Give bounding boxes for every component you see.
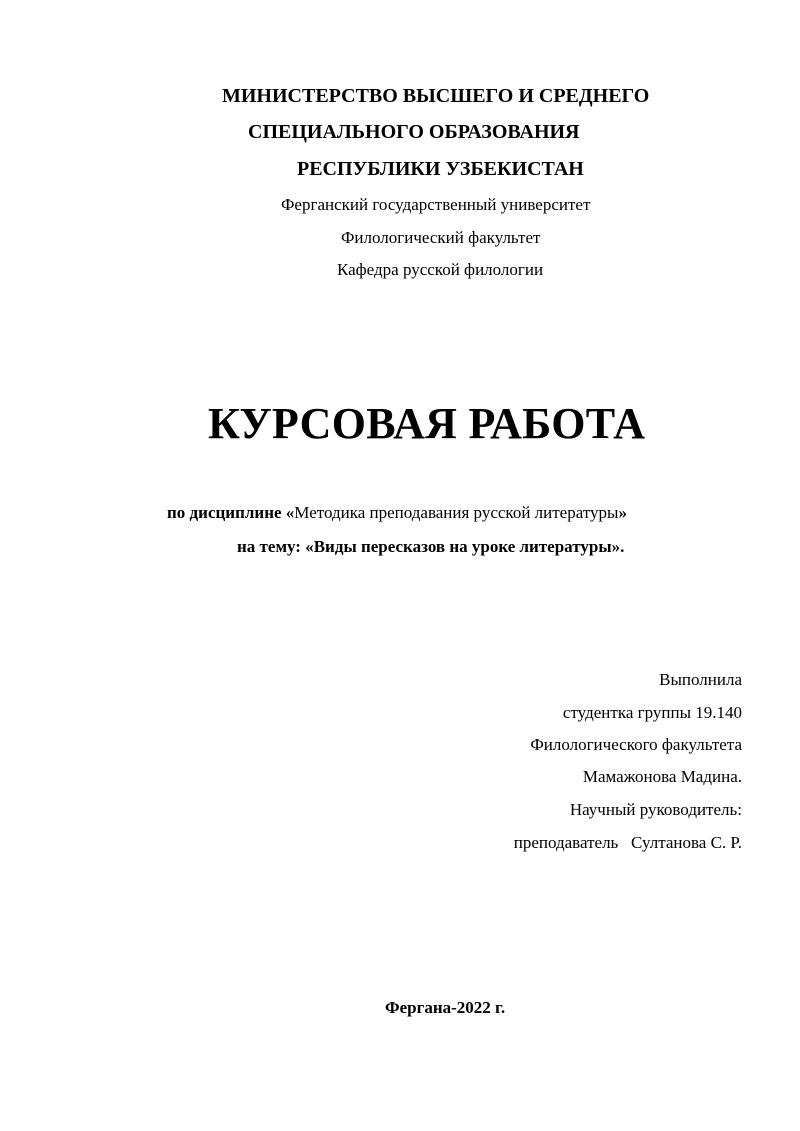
department-name: Кафедра русской филологии	[337, 260, 544, 279]
student-group: студентка группы 19.140	[562, 703, 742, 722]
supervisor-label: Научный руководитель:	[569, 800, 742, 819]
student-faculty: Филологического факультета	[530, 735, 742, 754]
faculty-name: Филологический факультет	[341, 228, 541, 247]
discipline-line	[167, 504, 627, 521]
discipline-close-quote: »	[618, 503, 627, 522]
ministry-line-3: РЕСПУБЛИКИ УЗБЕКИСТАН	[297, 158, 584, 180]
supervisor-name: преподаватель Султанова С. Р.	[513, 833, 742, 852]
document-title: КУРСОВАЯ РАБОТА	[208, 399, 646, 448]
performed-by-label: Выполнила	[659, 670, 742, 689]
city-year: Фергана-2022 г.	[385, 998, 506, 1017]
student-name: Мамажонова Мадина.	[582, 767, 742, 786]
ministry-line-1: МИНИСТЕРСТВО ВЫСШЕГО И СРЕДНЕГО	[222, 85, 650, 107]
university-name: Ферганский государственный университет	[281, 195, 591, 214]
discipline-label: по дисциплине «	[167, 503, 295, 522]
ministry-line-2: СПЕЦИАЛЬНОГО ОБРАЗОВАНИЯ	[248, 121, 580, 143]
topic-line: на тему: «Виды пересказов на уроке литературы».	[237, 537, 625, 556]
discipline-name: Методика преподавания русской литературы	[294, 503, 619, 522]
